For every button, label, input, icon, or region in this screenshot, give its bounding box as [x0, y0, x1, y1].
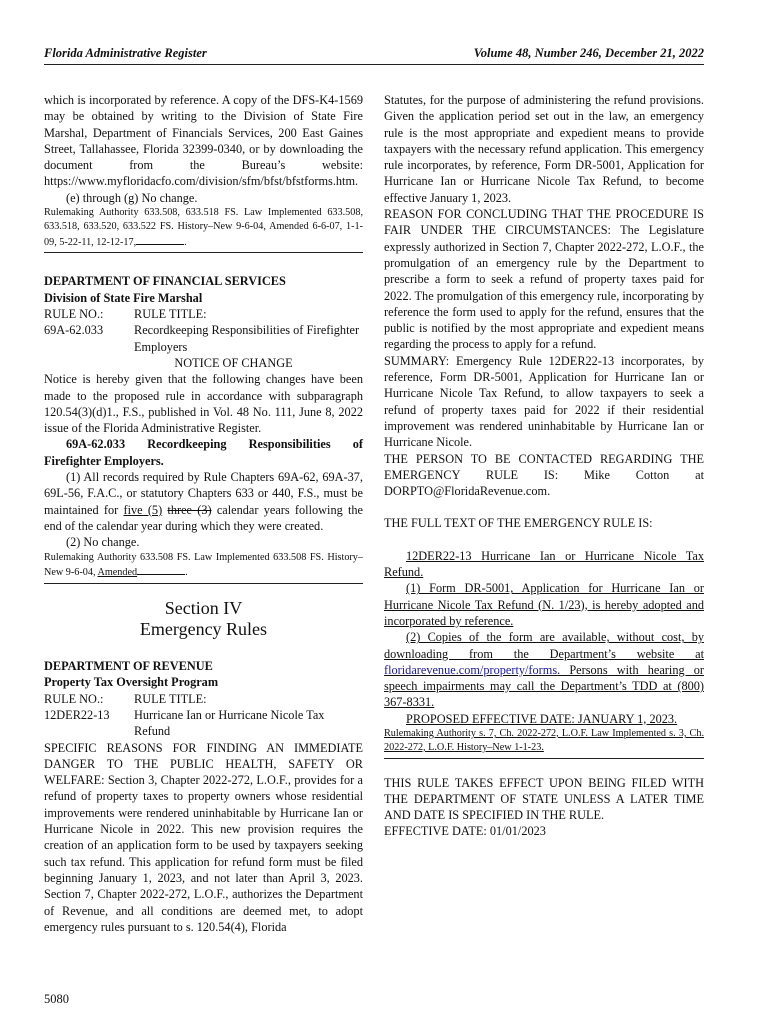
forms-link[interactable]: floridarevenue.com/property/forms	[384, 662, 558, 677]
rulemaking-authority: Rulemaking Authority s. 7, Ch. 2022-272, L.O.F. Law Implemented s. 3, Ch. 2022-272, L.O.F. History–New 1-1-23.	[384, 727, 704, 753]
rule-number: 12DER22-13	[44, 708, 110, 722]
rulemaking-authority-2: Rulemaking Authority 633.508 FS. Law Implemented 633.508 FS. History–New 9-6-04, Amended .	[44, 551, 363, 579]
left-column	[44, 92, 363, 935]
rule-heading: 12DER22-13 Hurricane Ian or Hurricane Nicole Tax Refund.	[384, 548, 704, 580]
rule-item-1: (1) All records required by Rule Chapters 69A-62, 69A-37, 69L-56, F.A.C., or statutory Chapters 633 or 440, F.S., must be maintained for five (5) three (3) calendar years following the end of the calendar year during which they were created.	[44, 470, 364, 533]
takes-effect-statement: THIS RULE TAKES EFFECT UPON BEING FILED WITH THE DEPARTMENT OF STATE UNLESS A LATER TIME AND DATE IS SPECIFIED IN THE RULE.	[384, 775, 704, 823]
department-heading: DEPARTMENT OF FINANCIAL SERVICES	[44, 274, 286, 289]
rule-entry	[44, 707, 363, 740]
department-heading: DEPARTMENT OF REVENUE	[44, 659, 213, 674]
effective-date: EFFECTIVE DATE: 01/01/2023	[384, 824, 546, 839]
notice-heading: NOTICE OF CHANGE	[174, 355, 293, 370]
proposed-effective-date: PROPOSED EFFECTIVE DATE: JANUARY 1, 2023.	[406, 711, 678, 726]
reason-paragraph: REASON FOR CONCLUDING THAT THE PROCEDURE IS FAIR UNDER THE CIRCUMSTANCES: The Legislature expressly authorized in Section 7, Chapter 2022-272, L.O.F., the promulgation of an emergency rule by the Department to prescribe a form to seek a refund of property taxes paid for 2022. The promulgation of this emergency rule, incorporating by reference the form used to apply for the refund, ensures that the public is notified by the most appropriate and expedient means regarding the process to apply for a refund.	[384, 207, 704, 352]
rule-item-1: (1) Form DR-5001, Application for Hurricane Ian or Hurricane Nicole Tax Refund (N. 1/23), is hereby adopted and incorporated by reference.	[384, 581, 704, 628]
rule-item-2: (2) No change.	[66, 535, 140, 550]
rule-title: Recordkeeping Responsibilities of Firefighter Employers	[134, 323, 360, 354]
rule-number: 69A-62.033	[44, 323, 104, 338]
no-change-line: (e) through (g) No change.	[66, 190, 198, 205]
program-heading: Property Tax Oversight Program	[44, 675, 219, 690]
rule-item-2: (2) Copies of the form are available, without cost, by downloading from the Department’s website at floridarevenue.com/property/forms. Persons with hearing or speech impairments may call the Department’s TDD at (800) 367-8331.	[384, 630, 704, 710]
specific-reasons: SPECIFIC REASONS FOR FINDING AN IMMEDIATE DANGER TO THE PUBLIC HEALTH, SAFETY OR WELFARE: Section 3, Chapter 2022-272, L.O.F., provides for a refund of property taxes to property owners whose residential improvements were rendered uninhabitable by Hurricane Ian or Hurricane Nicole in 2022. This new provision requires the creation of an application form to be used by taxpayers seeking such tax refund. This application for refund form must be filed beginning January 1, 2023, and not later than April 3, 2023. Section 7, Chapter 2022-272, L.O.F., authorizes the Department of Revenue, and all conditions are deemed met, to adopt emergency rules pursuant to s. 120.54(4), Florida	[44, 740, 363, 934]
notice-text: Notice is hereby given that the following changes have been made to the proposed rule in accordance with subparagraph 120.54(3)(d)1., F.S., published in Vol. 48 No. 111, June 8, 2022 issue of the Florida Administrative Register.	[44, 372, 363, 436]
page-header	[44, 46, 704, 65]
right-column	[384, 92, 704, 840]
rule-labels: RULE NO.: RULE TITLE:	[44, 307, 207, 322]
continued-paragraph: Statutes, for the purpose of administering the refund provisions. Given the application period set out in the law, an emergency rule is the most appropriate and expedient means to provide taxpayers with the necessary refund application. This emergency rule incorporates, by reference, Form DR-5001, Application for Hurricane Ian or Hurricane Nicole Tax Refund, to become effective January 1, 2023.	[384, 93, 704, 205]
blank-underline	[136, 234, 184, 245]
page-number: 5080	[44, 992, 69, 1006]
inserted-text: five (5)	[123, 502, 163, 517]
section-title: Section IV Emergency Rules	[139, 598, 268, 640]
rule-entry	[44, 322, 363, 355]
rulemaking-authority-1: Rulemaking Authority 633.508, 633.518 FS. Law Implemented 633.508, 633.518, 633.520, 633.522 FS. History–New 9-6-04, Amended 6-6-07, 1-1-09, 5-22-11, 12-12-17, .	[44, 207, 363, 248]
publication-title: Florida Administrative Register	[44, 46, 207, 60]
contact-paragraph: THE PERSON TO BE CONTACTED REGARDING THE EMERGENCY RULE IS: Mike Cotton at DORPTO@FloridaRevenue.com.	[384, 451, 704, 499]
full-text-heading: THE FULL TEXT OF THE EMERGENCY RULE IS:	[384, 516, 653, 531]
blank-underline	[137, 564, 185, 575]
continued-paragraph: which is incorporated by reference. A copy of the DFS-K4-1569 may be obtained by writing to the Division of State Fire Marshal, Department of Financials Services, 200 East Gaines Street, Tallahassee, Florida 32399-0340, or by downloading the document from the Bureau’s website: https://www.myfloridacfo.com/division/sfm/bfst/bfstforms.htm.	[44, 93, 363, 189]
division-heading: Division of State Fire Marshal	[44, 290, 203, 305]
deleted-text: three (3)	[167, 502, 212, 517]
summary-paragraph: SUMMARY: Emergency Rule 12DER22-13 incorporates, by reference, Form DR-5001, Application for Hurricane Ian or Hurricane Nicole Tax Refund, to allow taxpayers to seek a refund of property taxes paid for 2022 if their residential improvement was rendered uninhabitable by Hurricane Ian or Hurricane Nicole.	[384, 353, 704, 450]
rule-text-heading: 69A-62.033 Recordkeeping Responsibilities of Firefighter Employers.	[44, 437, 363, 468]
rule-labels: RULE NO.: RULE TITLE:	[44, 691, 207, 706]
issue-info: Volume 48, Number 246, December 21, 2022	[473, 46, 704, 60]
rule-title: Hurricane Ian or Hurricane Nicole Tax Refund	[134, 708, 325, 739]
